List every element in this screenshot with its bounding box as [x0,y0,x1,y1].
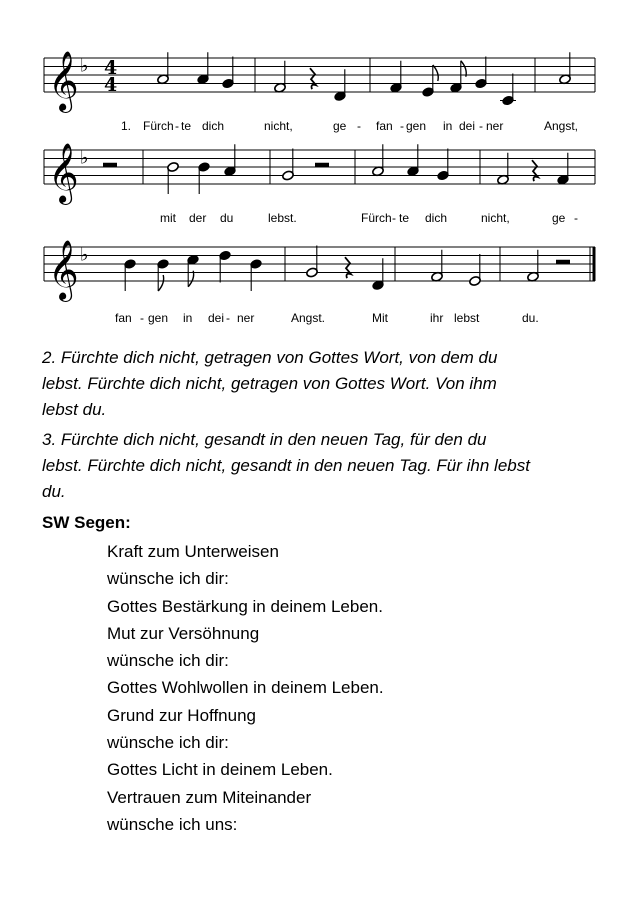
blessing-title: SW Segen: [42,513,131,532]
lyric-syllable: - [175,119,179,133]
treble-clef-icon: 𝄞 [48,240,79,300]
blessing-line: wünsche ich dir: [107,651,229,671]
verse-line: lebst. Fürchte dich nicht, gesandt in den neuen Tag. Für ihn lebst [42,456,530,475]
verse-3 [42,427,602,505]
verse-line: lebst du. [42,400,107,419]
lyric-syllable: in [183,311,193,325]
lyric-syllable: ge [333,119,347,133]
blessing-line: Mut zur Versöhnung [107,623,260,643]
blessing-line: Kraft zum Unterweisen [107,542,279,561]
blessing-line: Gottes Bestärkung in deinem Leben. [107,596,383,616]
note-flag [433,65,438,81]
lyric-syllable: mit [160,211,176,225]
lyric-syllable: Angst. [291,311,326,325]
verse-line: 3. Fürchte dich nicht, gesandt in den neuen Tag, für den du [42,430,487,449]
music-score [0,0,638,345]
lyric-syllable: - [574,211,578,225]
lyric-syllable: ner [237,311,255,325]
lyric-syllable: fan [115,311,132,325]
lyric-syllable: ge [552,211,566,225]
lyric-syllable: du. [522,311,539,325]
time-signature-top: 4 [104,57,118,79]
blessing-line: wünsche ich dir: [107,733,229,753]
blessing-line: wünsche ich uns: [107,814,238,834]
time-signature-bottom: 4 [104,74,118,96]
whole-rest-icon [315,163,329,168]
quarter-rest-icon [532,160,538,181]
lyric-syllable: Angst, [544,119,579,133]
lyric-syllable: dich [425,211,448,225]
lyric-syllable: - [392,211,396,225]
lyric-syllable: te [399,211,410,225]
note-flag [188,271,193,287]
lyric-syllable: Mit [372,311,388,325]
note-flag [461,61,466,77]
lyric-syllable: in [443,119,453,133]
whole-rest-icon [556,260,570,265]
flat-key-signature-icon: ♭ [80,55,89,77]
lyric-syllable: nicht, [481,211,510,225]
blessing-text [107,538,384,838]
lyric-syllable: nicht, [264,119,293,133]
lyric-syllable: 1. [121,119,132,133]
lyric-syllable: dei [208,311,225,325]
blessing-line: wünsche ich dir: [107,569,229,589]
lyric-syllable: - [226,311,230,325]
quarter-rest-icon [310,68,316,89]
lyric-syllable: - [357,119,361,133]
final-barline [593,247,596,281]
lyric-syllable: lebst. [268,211,297,225]
note-flag [158,275,163,291]
lyric-syllable: dich [202,119,225,133]
blessing-line: Gottes Wohlwollen in deinem Leben. [107,678,384,698]
lyric-syllable: - [479,119,483,133]
flat-key-signature-icon: ♭ [80,244,89,266]
whole-rest-icon [103,163,117,168]
verse-line: du. [42,482,66,501]
quarter-rest-icon [345,257,351,278]
lyric-syllable: du [220,211,234,225]
blessing-line: Gottes Licht in deinem Leben. [107,760,333,780]
treble-clef-icon: 𝄞 [48,143,79,203]
blessing-line: Vertrauen zum Miteinander [107,787,312,807]
flat-key-signature-icon: ♭ [80,147,89,169]
lyric-syllable: Fürch [361,211,392,225]
verse-line: 2. Fürchte dich nicht, getragen von Gottes Wort, von dem du [42,348,498,367]
lyric-syllable: lebst [454,311,480,325]
lyric-syllable: - [140,311,144,325]
lyric-syllable: ner [486,119,504,133]
blessing-line: Grund zur Hoffnung [107,705,256,725]
lyric-syllable: - [400,119,404,133]
lyric-syllable: ihr [430,311,444,325]
verse-2 [42,345,602,423]
lyric-syllable: gen [148,311,169,325]
lyric-syllable: dei [459,119,476,133]
treble-clef-icon: 𝄞 [48,51,79,111]
lyric-syllable: te [181,119,192,133]
lyric-syllable: gen [406,119,427,133]
lyric-syllable: fan [376,119,393,133]
lyric-syllable: der [189,211,207,225]
verse-line: lebst. Fürchte dich nicht, getragen von Gottes Wort. Von ihm [42,374,497,393]
lyric-syllable: Fürch [143,119,174,133]
